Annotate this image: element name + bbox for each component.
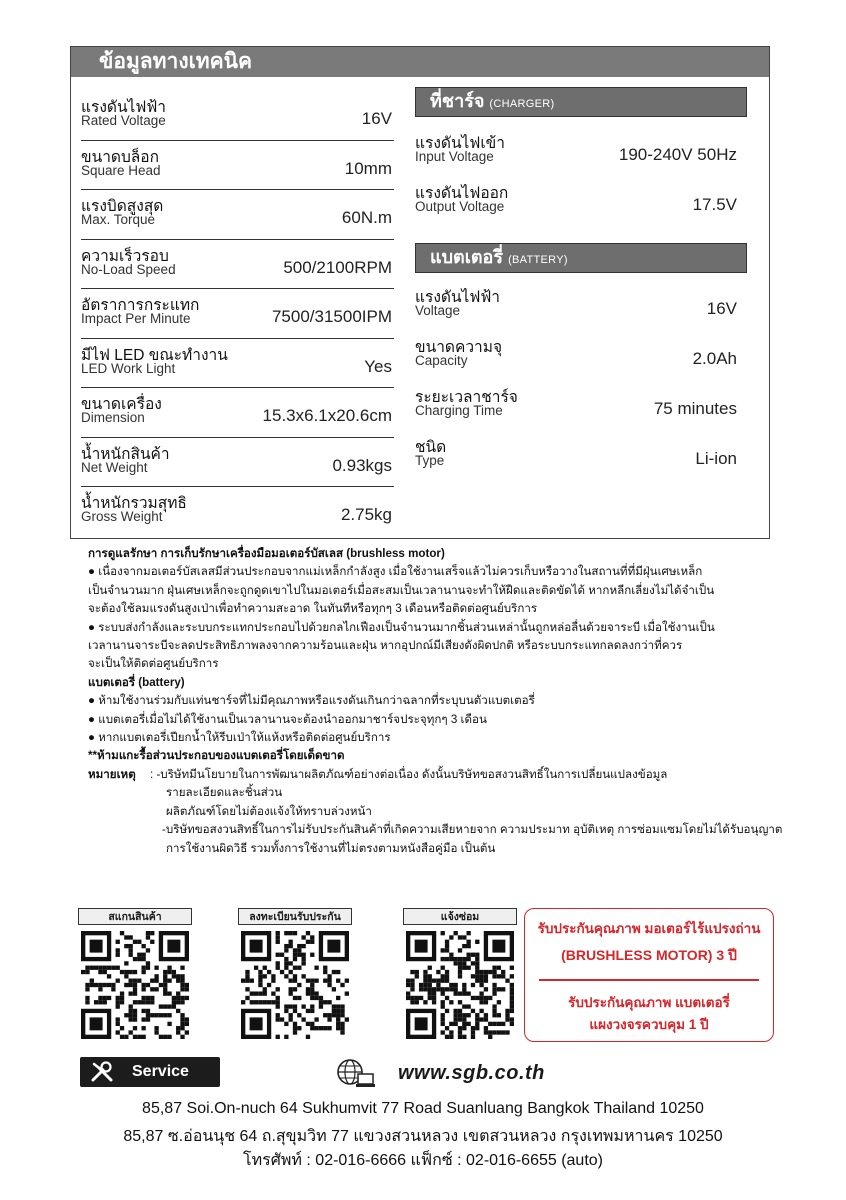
note-text: การใช้งานผิดวิธี รวมทั้งการใช้งานที่ไม่ตรงตามหนังสือคู่มือ เป็นต้น	[166, 841, 496, 855]
spec-label-th: อัตราการกระแทก	[81, 297, 200, 314]
spec-label-en: Capacity	[415, 353, 468, 368]
qr-label: แจ้งซ่อม	[403, 908, 517, 925]
spec-row	[415, 177, 747, 227]
note-text: รายละเอียดและชิ้นส่วน	[166, 786, 283, 800]
charger-section-header	[415, 87, 747, 117]
care-text: ● หากแบตเตอรี่เปียกน้ำให้รีบเป่าให้แห้งหรือติดต่อศูนย์บริการ	[88, 731, 391, 745]
spec-label-th: มีไฟ LED ขณะทำงาน	[81, 346, 228, 364]
spec-label-en: Square Head	[81, 162, 161, 178]
care-text: ● ระบบส่งกำลังและระบบกระแทกประกอบไปด้วยกลไกเฟืองเป็นจำนวนมากชิ้นส่วนเหล่านั้นถูกหล่อลื่นด้วยจาระบี เมื่อใช้งานเป็น	[88, 620, 715, 634]
spec-row	[415, 281, 747, 331]
spec-label-th: แรงบิดสูงสุด	[81, 198, 164, 215]
spec-label-th: ขนาดบล็อก	[81, 148, 159, 166]
spec-value: 190-240V 50Hz	[618, 145, 737, 164]
spec-label-en: Impact Per Minute	[81, 311, 191, 326]
care-text: เวลานานจาระบีจะลดประสิทธิภาพลงจากความร้อนและฝุ่น หากอุปกณ์มีเสียงดังผิดปกติ หรือระบบกระแทกลดลงกว่าที่ควร	[88, 639, 683, 653]
note-row	[88, 766, 778, 784]
spec-value: 16V	[361, 109, 392, 128]
battery-warning: **ห้ามแกะรื้อส่วนประกอบของแบตเตอรี่โดยเด็ดขาด	[88, 749, 345, 763]
qr-label: สแกนสินค้า	[78, 908, 192, 925]
battery-title-en: (BATTERY)	[508, 254, 568, 266]
spec-label-en: Gross Weight	[81, 509, 163, 524]
spec-label-th: แรงดันไฟฟ้า	[81, 99, 166, 116]
warranty-battery-years: แผงวงจรควบคุม 1 ปี	[589, 1017, 709, 1032]
charger-title: ที่ชาร์จ	[430, 91, 485, 111]
care-text: เป็นจำนวนมาก ฝุ่นเศษเหล็กจะถูกดูดเขาไปในมอเตอร์เมื่อสะสมเป็นเวลานานจะทำให้ฝืดและติดขัดได้ หากหลีกเลี่ยงไม่ได้จำเป็น	[88, 583, 715, 597]
spec-row	[415, 431, 747, 481]
spec-row	[81, 190, 394, 240]
spec-label-th: ขนาดความจุ	[415, 339, 503, 356]
spec-label-th: แรงดันไฟออก	[415, 185, 509, 202]
spec-label-en: Type	[415, 453, 445, 468]
warranty-motor-years: (BRUSHLESS MOTOR) 3 ปี	[561, 947, 737, 963]
spec-row	[81, 141, 394, 191]
spec-label-th: แรงดันไฟฟ้า	[415, 289, 500, 306]
spec-label-en: Input Voltage	[415, 149, 494, 164]
service-badge[interactable]	[80, 1057, 220, 1087]
care-text: ● แบตเตอรี่เมื่อไม่ได้ใช้งานเป็นเวลานานจะต้องนำออกมาชาร์จประจุทุกๆ 3 เดือน	[88, 712, 487, 726]
spec-row	[81, 388, 394, 438]
battery-section-header	[415, 243, 747, 273]
spec-value: 17.5V	[692, 195, 737, 214]
spec-header: ข้อมูลทางเทคนิค	[71, 47, 769, 77]
spec-label-en: Rated Voltage	[81, 113, 166, 128]
spec-label-en: Voltage	[415, 303, 461, 318]
spec-row	[81, 91, 394, 141]
qr-report-repair[interactable]	[403, 908, 517, 1039]
spec-label-en: Dimension	[81, 410, 145, 425]
warranty-box	[524, 908, 774, 1042]
spec-value: 10mm	[344, 158, 392, 178]
globe-computer-icon	[336, 1058, 376, 1090]
spec-label-th: ชนิด	[415, 439, 447, 456]
note-text: -บริษัทขอสงวนสิทธิ์ในการไม่รับประกันสินค้าที่เกิดความเสียหายจาก ความประมาท อุบัติเหตุ การซ่อมแซมโดยไม่ได้รับอนุญาต	[162, 823, 783, 837]
spec-label-th: น้ำหนักรวมสุทธิ	[81, 495, 187, 512]
spec-label-en: Net Weight	[81, 459, 148, 475]
battery-title: แบตเตอรี่	[430, 247, 504, 267]
battery-care-title: แบตเตอรี่ (battery)	[88, 675, 185, 689]
spec-panel	[70, 46, 770, 539]
spec-label-th: ระยะเวลาชาร์จ	[415, 389, 518, 406]
spec-value: 16V	[706, 299, 737, 318]
address-en: 85,87 Soi.On-nuch 64 Sukhumvit 77 Road Suanluang Bangkok Thailand 10250	[142, 1100, 704, 1117]
spec-value: 60N.m	[341, 208, 392, 227]
qr-register-warranty[interactable]	[238, 908, 352, 1039]
spec-label-th: ความเร็วรอบ	[81, 247, 169, 265]
qr-scan-product[interactable]	[78, 908, 192, 1039]
qr-code-icon[interactable]	[241, 931, 349, 1039]
warranty-motor-line: รับประกันคุณภาพ มอเตอร์ไร้แปรงถ่าน	[537, 921, 761, 936]
spec-value: 2.75kg	[340, 505, 392, 524]
spec-row	[81, 289, 394, 339]
spec-row	[415, 127, 747, 177]
spec-label-en: Charging Time	[415, 403, 503, 418]
spec-value: 0.93kgs	[332, 455, 392, 475]
spec-row	[81, 339, 394, 389]
spec-right-column	[415, 87, 747, 481]
spec-value: 15.3x6.1x20.6cm	[262, 406, 392, 425]
spec-row	[81, 438, 394, 488]
spec-value: 500/2100RPM	[283, 257, 392, 277]
qr-code-icon[interactable]	[81, 931, 189, 1039]
spec-label-en: No-Load Speed	[81, 261, 176, 277]
spec-label-th: ขนาดเครื่อง	[81, 396, 162, 413]
qr-code-icon[interactable]	[406, 931, 514, 1039]
website[interactable]	[336, 1058, 545, 1088]
spec-label-th: แรงดันไฟเข้า	[415, 135, 505, 152]
website-url[interactable]: www.sgb.co.th	[398, 1062, 545, 1084]
spec-label-en: Output Voltage	[415, 199, 505, 214]
qr-label: ลงทะเบียนรับประกัน	[238, 908, 352, 925]
spec-row	[415, 331, 747, 381]
note-text: ผลิตภัณฑ์โดยไม่ต้องแจ้งให้ทราบล่วงหน้า	[166, 804, 372, 818]
tools-icon	[90, 1061, 114, 1083]
spec-label-en: LED Work Light	[81, 360, 176, 376]
spec-row	[81, 240, 394, 290]
spec-row	[415, 381, 747, 431]
warranty-battery-line: รับประกันคุณภาพ แบตเตอรี่	[568, 995, 730, 1010]
care-text: ● เนื่องจากมอเตอร์บัสเลสมีส่วนประกอบจากแม่เหล็กกำลังสูง เมื่อใช้งานเสร็จแล้วไม่ควรเก็บหรือวางในสถานที่ที่มีฝุ่นเศษเหล็ก	[88, 565, 703, 579]
care-text: จะเป็นให้ติดต่อศูนย์บริการ	[88, 657, 219, 671]
spec-value: Yes	[364, 356, 392, 376]
care-title: การดูแลรักษา การเก็บรักษาเครื่องมือมอเตอร์บัสเลส (brushless motor)	[88, 547, 445, 560]
phone-fax: โทรศัพท์ : 02-016-6666 แฟ็กซ์ : 02-016-6655 (auto)	[242, 1152, 603, 1169]
spec-label-en: Max. Torque	[81, 212, 156, 227]
warranty-divider	[539, 979, 759, 981]
charger-title-en: (CHARGER)	[489, 98, 555, 110]
note-label: หมายเหตุ	[88, 767, 136, 781]
care-text: จะต้องใช้ลมแรงดันสูงเป่าเพื่อทำความสะอาด ในทันทีหรือทุกๆ 3 เดือนหรือติดต่อศูนย์บริการ	[88, 602, 538, 616]
spec-value: 75 minutes	[653, 399, 737, 418]
note-text: : -บริษัทมีนโยบายในการพัฒนาผลิตภัณฑ์อย่างต่อเนื่อง ดังนั้นบริษัทขอสงวนสิทธิ์ในการเปลี่ยนแปลงข้อมูล	[150, 767, 668, 781]
address-th: 85,87 ซ.อ่อนนุช 64 ถ.สุขุมวิท 77 แขวงสวนหลวง เขตสวนหลวง กรุงเทพมหานคร 10250	[123, 1128, 723, 1145]
spec-value: Li-ion	[695, 449, 737, 468]
care-text: ● ห้ามใช้งานร่วมกับแท่นชาร์จที่ไม่มีคุณภาพหรือแรงดันเกินกว่าฉลากที่ระบุบนตัวแบตเตอรี่	[88, 694, 535, 708]
service-label: Service	[132, 1063, 189, 1080]
spec-value: 2.0Ah	[692, 349, 737, 368]
spec-row	[81, 487, 394, 537]
spec-label-th: น้ำหนักสินค้า	[81, 445, 170, 463]
spec-left-column	[81, 91, 394, 537]
care-instructions	[88, 545, 783, 858]
spec-value: 7500/31500IPM	[271, 307, 392, 326]
